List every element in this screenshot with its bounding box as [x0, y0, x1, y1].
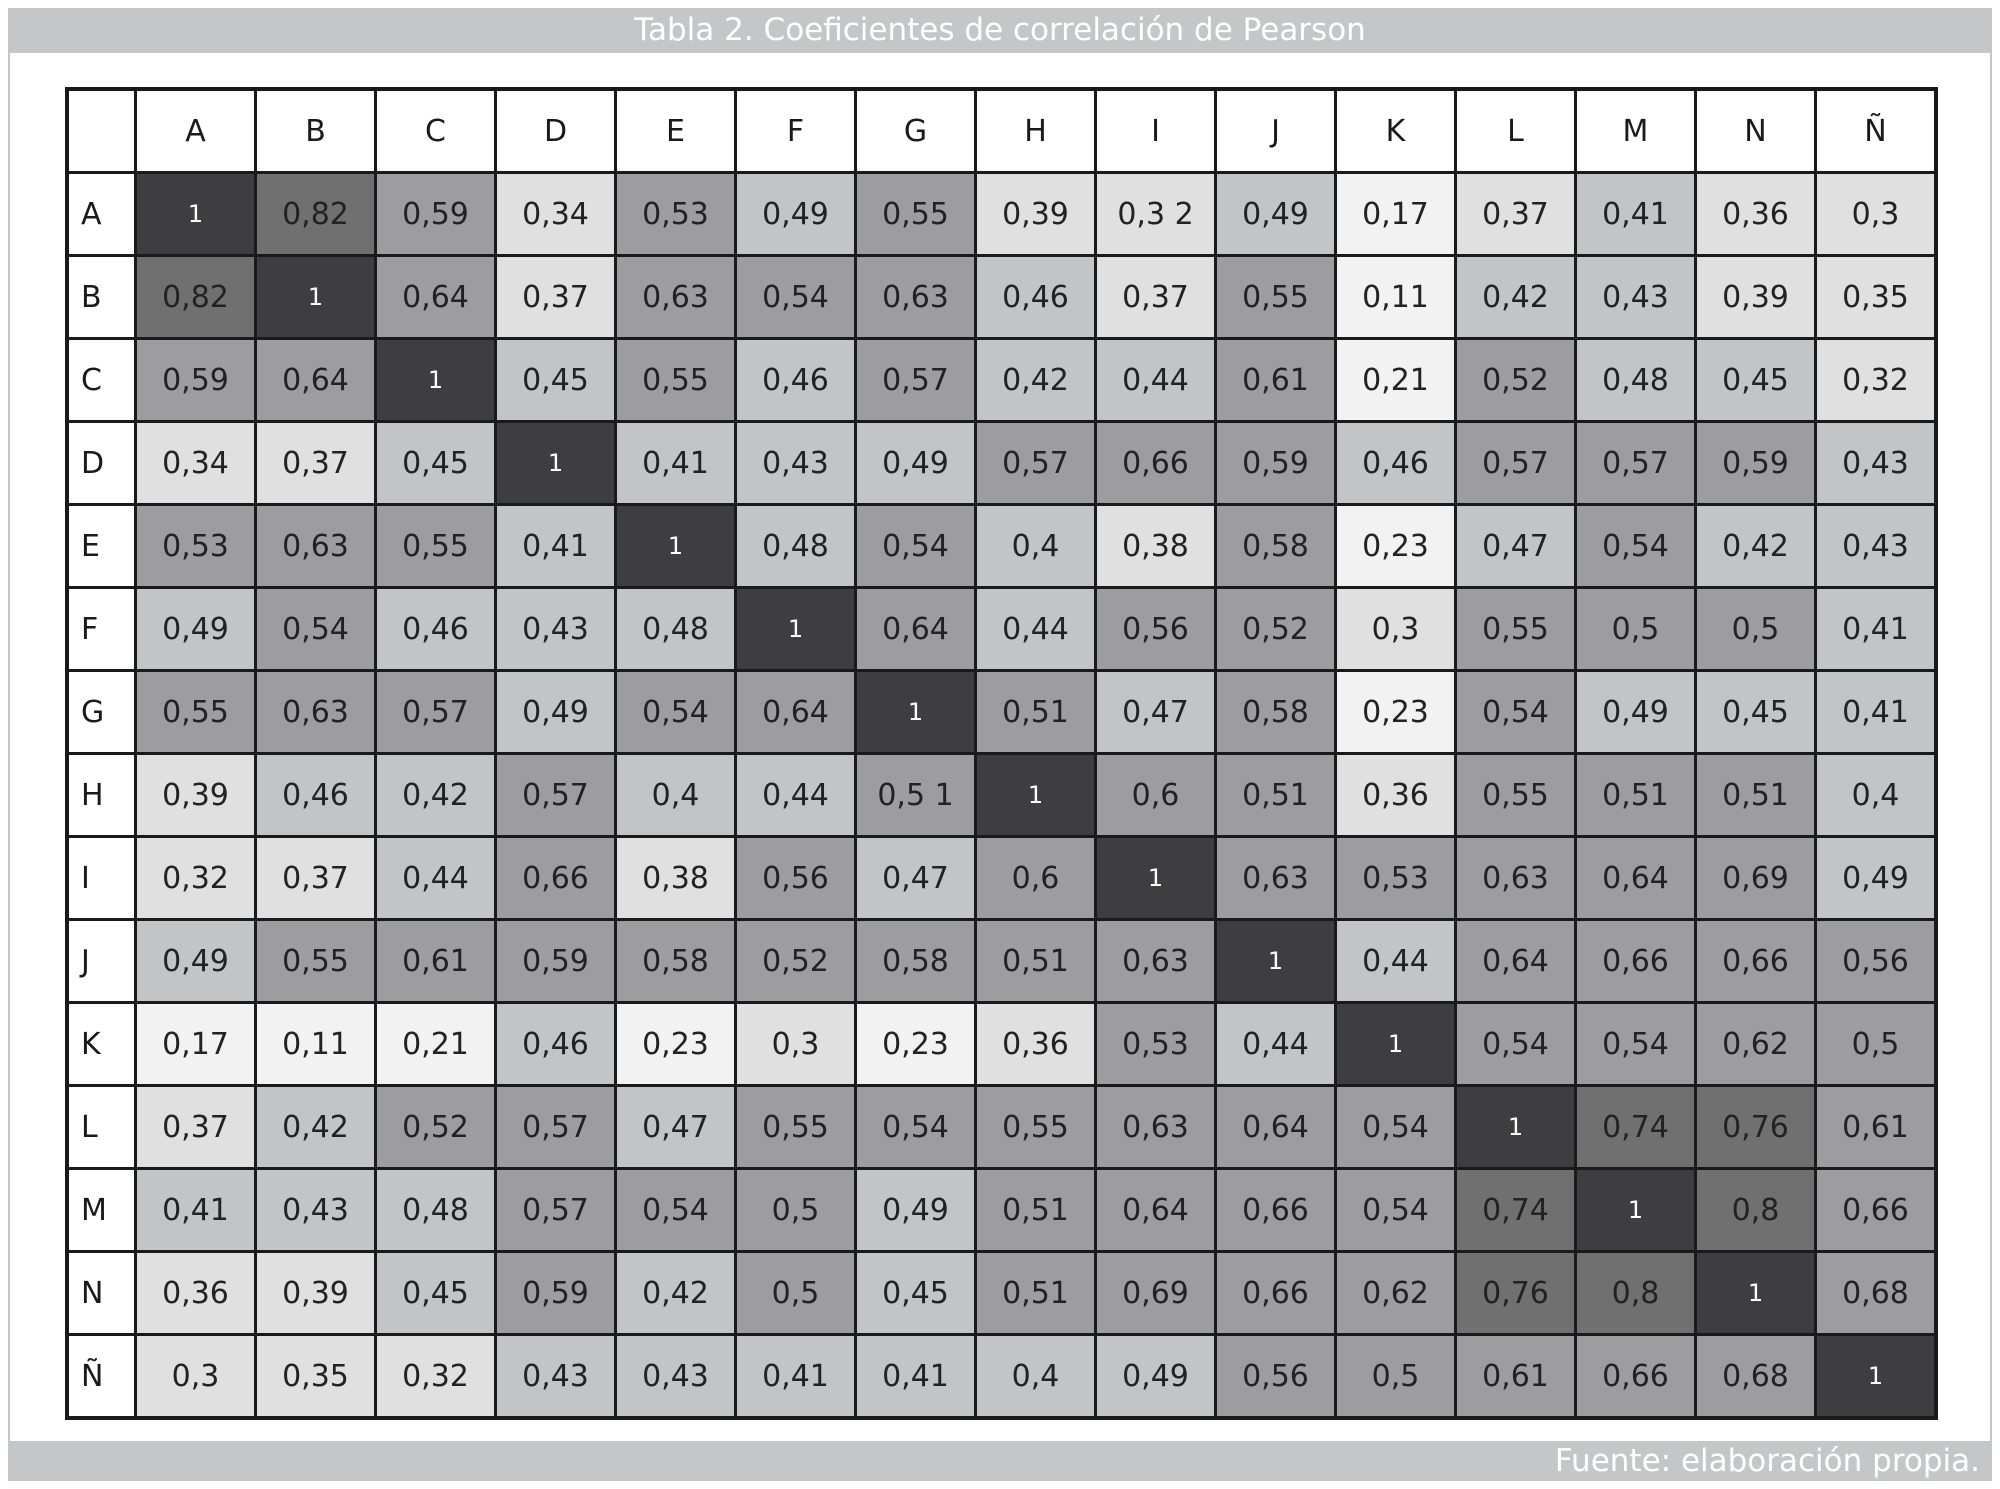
correlation-cell: 0,68 [1696, 1335, 1816, 1419]
correlation-cell: 0,62 [1696, 1003, 1816, 1086]
correlation-cell: 0,51 [1576, 754, 1696, 837]
row-header: H [67, 754, 136, 837]
correlation-cell: 0,51 [976, 671, 1096, 754]
correlation-cell: 0,35 [256, 1335, 376, 1419]
correlation-cell: 0,51 [976, 1252, 1096, 1335]
correlation-cell: 0,51 [976, 920, 1096, 1003]
correlation-cell: 0,37 [1456, 173, 1576, 256]
correlation-cell: 0,64 [856, 588, 976, 671]
correlation-cell: 0,41 [1816, 671, 1937, 754]
diagonal-cell: 1 [976, 754, 1096, 837]
row-header: J [67, 920, 136, 1003]
correlation-cell: 0,76 [1456, 1252, 1576, 1335]
diagonal-cell: 1 [496, 422, 616, 505]
correlation-cell: 0,41 [136, 1169, 256, 1252]
correlation-cell: 0,43 [496, 588, 616, 671]
correlation-cell: 0,46 [736, 339, 856, 422]
frame-right-rule [1990, 53, 1992, 1441]
correlation-cell: 0,55 [856, 173, 976, 256]
row-header: M [67, 1169, 136, 1252]
table-row [67, 920, 1936, 1003]
correlation-cell: 0,23 [1336, 671, 1456, 754]
correlation-cell: 0,35 [1816, 256, 1937, 339]
correlation-cell: 0,54 [1336, 1086, 1456, 1169]
correlation-cell: 0,66 [1096, 422, 1216, 505]
correlation-cell: 0,59 [496, 920, 616, 1003]
source-note: Fuente: elaboración propia. [8, 1441, 1992, 1481]
correlation-cell: 0,46 [496, 1003, 616, 1086]
column-header: H [976, 89, 1096, 173]
correlation-cell: 0,63 [856, 256, 976, 339]
diagonal-cell: 1 [1456, 1086, 1576, 1169]
correlation-cell: 0,49 [1096, 1335, 1216, 1419]
correlation-cell: 0,43 [1816, 422, 1937, 505]
correlation-cell: 0,43 [616, 1335, 736, 1419]
correlation-cell: 0,55 [376, 505, 496, 588]
correlation-cell: 0,59 [496, 1252, 616, 1335]
correlation-cell: 0,41 [1576, 173, 1696, 256]
correlation-cell: 0,41 [736, 1335, 856, 1419]
correlation-cell: 0,3 [1816, 173, 1937, 256]
correlation-cell: 0,46 [376, 588, 496, 671]
correlation-cell: 0,41 [856, 1335, 976, 1419]
diagonal-cell: 1 [856, 671, 976, 754]
correlation-cell: 0,38 [1096, 505, 1216, 588]
correlation-cell: 0,59 [136, 339, 256, 422]
correlation-cell: 0,57 [496, 1169, 616, 1252]
correlation-cell: 0,66 [1816, 1169, 1937, 1252]
correlation-cell: 0,54 [856, 1086, 976, 1169]
correlation-cell: 0,54 [736, 256, 856, 339]
diagonal-cell: 1 [736, 588, 856, 671]
correlation-cell: 0,4 [976, 1335, 1096, 1419]
correlation-cell: 0,37 [256, 837, 376, 920]
correlation-cell: 0,48 [616, 588, 736, 671]
correlation-cell: 0,8 [1696, 1169, 1816, 1252]
correlation-cell: 0,32 [376, 1335, 496, 1419]
column-header: Ñ [1816, 89, 1937, 173]
correlation-cell: 0,57 [376, 671, 496, 754]
correlation-cell: 0,63 [616, 256, 736, 339]
correlation-cell: 0,3 [136, 1335, 256, 1419]
correlation-cell: 0,44 [1336, 920, 1456, 1003]
correlation-cell: 0,55 [1456, 754, 1576, 837]
correlation-cell: 0,4 [976, 505, 1096, 588]
row-header: E [67, 505, 136, 588]
correlation-cell: 0,53 [616, 173, 736, 256]
correlation-cell: 0,61 [376, 920, 496, 1003]
correlation-cell: 0,54 [856, 505, 976, 588]
correlation-cell: 0,43 [496, 1335, 616, 1419]
correlation-cell: 0,55 [256, 920, 376, 1003]
correlation-cell: 0,51 [1696, 754, 1816, 837]
table-row [67, 1335, 1936, 1419]
correlation-cell: 0,55 [136, 671, 256, 754]
correlation-cell: 0,52 [1456, 339, 1576, 422]
correlation-cell: 0,49 [1576, 671, 1696, 754]
correlation-cell: 0,5 [1696, 588, 1816, 671]
diagonal-cell: 1 [1336, 1003, 1456, 1086]
correlation-cell: 0,48 [1576, 339, 1696, 422]
correlation-cell: 0,51 [1216, 754, 1336, 837]
correlation-cell: 0,45 [1696, 339, 1816, 422]
column-header: I [1096, 89, 1216, 173]
correlation-cell: 0,17 [136, 1003, 256, 1086]
correlation-cell: 0,57 [976, 422, 1096, 505]
table-title: Tabla 2. Coeficientes de correlación de Pearson [8, 8, 1992, 53]
correlation-cell: 0,34 [496, 173, 616, 256]
correlation-cell: 0,41 [616, 422, 736, 505]
correlation-cell: 0,17 [1336, 173, 1456, 256]
correlation-cell: 0,36 [976, 1003, 1096, 1086]
correlation-cell: 0,5 1 [856, 754, 976, 837]
correlation-cell: 0,48 [376, 1169, 496, 1252]
table-row [67, 1252, 1936, 1335]
correlation-cell: 0,42 [256, 1086, 376, 1169]
correlation-cell: 0,64 [256, 339, 376, 422]
correlation-cell: 0,68 [1816, 1252, 1937, 1335]
correlation-cell: 0,66 [1216, 1169, 1336, 1252]
correlation-cell: 0,58 [856, 920, 976, 1003]
column-header: N [1696, 89, 1816, 173]
correlation-cell: 0,32 [1816, 339, 1937, 422]
matrix-body [67, 173, 1936, 1419]
correlation-cell: 0,5 [1576, 588, 1696, 671]
row-header: I [67, 837, 136, 920]
correlation-cell: 0,37 [256, 422, 376, 505]
correlation-cell: 0,57 [856, 339, 976, 422]
correlation-cell: 0,45 [856, 1252, 976, 1335]
correlation-cell: 0,46 [976, 256, 1096, 339]
correlation-cell: 0,49 [856, 1169, 976, 1252]
correlation-cell: 0,54 [616, 671, 736, 754]
correlation-cell: 0,64 [1216, 1086, 1336, 1169]
correlation-cell: 0,66 [1576, 1335, 1696, 1419]
correlation-cell: 0,6 [976, 837, 1096, 920]
matrix-header [67, 89, 1936, 173]
correlation-cell: 0,32 [136, 837, 256, 920]
correlation-cell: 0,11 [1336, 256, 1456, 339]
correlation-cell: 0,44 [1096, 339, 1216, 422]
column-header: L [1456, 89, 1576, 173]
correlation-cell: 0,39 [976, 173, 1096, 256]
correlation-cell: 0,38 [616, 837, 736, 920]
table-row [67, 339, 1936, 422]
diagonal-cell: 1 [1576, 1169, 1696, 1252]
correlation-cell: 0,64 [1096, 1169, 1216, 1252]
correlation-cell: 0,56 [1096, 588, 1216, 671]
correlation-cell: 0,63 [1096, 1086, 1216, 1169]
table-row [67, 671, 1936, 754]
correlation-cell: 0,74 [1576, 1086, 1696, 1169]
correlation-cell: 0,64 [376, 256, 496, 339]
row-header: K [67, 1003, 136, 1086]
diagonal-cell: 1 [136, 173, 256, 256]
correlation-cell: 0,59 [376, 173, 496, 256]
correlation-cell: 0,4 [616, 754, 736, 837]
column-header: F [736, 89, 856, 173]
correlation-cell: 0,3 [736, 1003, 856, 1086]
correlation-cell: 0,36 [1696, 173, 1816, 256]
row-header: A [67, 173, 136, 256]
correlation-cell: 0,36 [1336, 754, 1456, 837]
correlation-cell: 0,63 [1456, 837, 1576, 920]
correlation-cell: 0,55 [1456, 588, 1576, 671]
correlation-cell: 0,37 [1096, 256, 1216, 339]
correlation-cell: 0,57 [496, 754, 616, 837]
diagonal-cell: 1 [376, 339, 496, 422]
table-row [67, 505, 1936, 588]
correlation-cell: 0,57 [496, 1086, 616, 1169]
correlation-cell: 0,58 [1216, 505, 1336, 588]
correlation-cell: 0,45 [496, 339, 616, 422]
table-row [67, 1169, 1936, 1252]
correlation-cell: 0,44 [736, 754, 856, 837]
correlation-cell: 0,66 [1216, 1252, 1336, 1335]
correlation-cell: 0,6 [1096, 754, 1216, 837]
correlation-cell: 0,64 [736, 671, 856, 754]
correlation-cell: 0,42 [1456, 256, 1576, 339]
correlation-cell: 0,54 [1456, 671, 1576, 754]
correlation-cell: 0,37 [136, 1086, 256, 1169]
correlation-cell: 0,49 [856, 422, 976, 505]
correlation-cell: 0,43 [736, 422, 856, 505]
correlation-cell: 0,11 [256, 1003, 376, 1086]
correlation-cell: 0,49 [136, 920, 256, 1003]
column-header: J [1216, 89, 1336, 173]
diagonal-cell: 1 [256, 256, 376, 339]
table-row [67, 422, 1936, 505]
correlation-cell: 0,82 [256, 173, 376, 256]
correlation-cell: 0,45 [376, 1252, 496, 1335]
column-header: K [1336, 89, 1456, 173]
correlation-cell: 0,47 [616, 1086, 736, 1169]
correlation-cell: 0,48 [736, 505, 856, 588]
correlation-cell: 0,57 [1456, 422, 1576, 505]
correlation-cell: 0,66 [1696, 920, 1816, 1003]
correlation-cell: 0,42 [976, 339, 1096, 422]
correlation-cell: 0,44 [1216, 1003, 1336, 1086]
row-header: B [67, 256, 136, 339]
correlation-cell: 0,49 [1816, 837, 1937, 920]
column-header: C [376, 89, 496, 173]
correlation-cell: 0,61 [1816, 1086, 1937, 1169]
correlation-cell: 0,63 [1216, 837, 1336, 920]
correlation-cell: 0,63 [256, 505, 376, 588]
correlation-cell: 0,66 [1576, 920, 1696, 1003]
correlation-cell: 0,59 [1216, 422, 1336, 505]
correlation-cell: 0,55 [1216, 256, 1336, 339]
table-row [67, 1086, 1936, 1169]
correlation-cell: 0,49 [1216, 173, 1336, 256]
correlation-cell: 0,59 [1696, 422, 1816, 505]
correlation-cell: 0,41 [496, 505, 616, 588]
correlation-cell: 0,49 [136, 588, 256, 671]
correlation-cell: 0,39 [1696, 256, 1816, 339]
correlation-cell: 0,53 [1096, 1003, 1216, 1086]
correlation-cell: 0,41 [1816, 588, 1937, 671]
correlation-cell: 0,46 [1336, 422, 1456, 505]
correlation-cell: 0,76 [1696, 1086, 1816, 1169]
corner-cell [67, 89, 136, 173]
correlation-cell: 0,5 [736, 1169, 856, 1252]
table-row [67, 256, 1936, 339]
correlation-cell: 0,23 [856, 1003, 976, 1086]
correlation-cell: 0,64 [1456, 920, 1576, 1003]
correlation-cell: 0,5 [1336, 1335, 1456, 1419]
correlation-cell: 0,49 [496, 671, 616, 754]
correlation-cell: 0,46 [256, 754, 376, 837]
correlation-cell: 0,66 [496, 837, 616, 920]
correlation-cell: 0,58 [616, 920, 736, 1003]
correlation-cell: 0,82 [136, 256, 256, 339]
correlation-cell: 0,58 [1216, 671, 1336, 754]
correlation-cell: 0,42 [616, 1252, 736, 1335]
column-header: D [496, 89, 616, 173]
correlation-cell: 0,43 [1576, 256, 1696, 339]
table-row [67, 1003, 1936, 1086]
correlation-cell: 0,54 [1576, 505, 1696, 588]
correlation-cell: 0,21 [1336, 339, 1456, 422]
column-header: G [856, 89, 976, 173]
correlation-cell: 0,3 2 [1096, 173, 1216, 256]
correlation-cell: 0,54 [1336, 1169, 1456, 1252]
correlation-cell: 0,8 [1576, 1252, 1696, 1335]
correlation-cell: 0,69 [1096, 1252, 1216, 1335]
correlation-cell: 0,53 [136, 505, 256, 588]
correlation-cell: 0,23 [616, 1003, 736, 1086]
correlation-cell: 0,54 [1576, 1003, 1696, 1086]
row-header: C [67, 339, 136, 422]
correlation-cell: 0,52 [736, 920, 856, 1003]
correlation-cell: 0,34 [136, 422, 256, 505]
correlation-cell: 0,61 [1216, 339, 1336, 422]
diagonal-cell: 1 [1816, 1335, 1937, 1419]
correlation-cell: 0,47 [856, 837, 976, 920]
table-row [67, 837, 1936, 920]
correlation-cell: 0,5 [736, 1252, 856, 1335]
correlation-cell: 0,56 [1216, 1335, 1336, 1419]
correlation-cell: 0,55 [976, 1086, 1096, 1169]
row-header: G [67, 671, 136, 754]
correlation-cell: 0,54 [256, 588, 376, 671]
correlation-cell: 0,53 [1336, 837, 1456, 920]
correlation-cell: 0,43 [1816, 505, 1937, 588]
correlation-matrix [65, 87, 1938, 1420]
correlation-cell: 0,62 [1336, 1252, 1456, 1335]
correlation-cell: 0,64 [1576, 837, 1696, 920]
correlation-cell: 0,21 [376, 1003, 496, 1086]
table-row [67, 173, 1936, 256]
correlation-cell: 0,42 [1696, 505, 1816, 588]
column-header: B [256, 89, 376, 173]
correlation-cell: 0,42 [376, 754, 496, 837]
correlation-cell: 0,23 [1336, 505, 1456, 588]
column-header: E [616, 89, 736, 173]
correlation-cell: 0,54 [1456, 1003, 1576, 1086]
correlation-cell: 0,47 [1456, 505, 1576, 588]
correlation-cell: 0,52 [1216, 588, 1336, 671]
correlation-cell: 0,57 [1576, 422, 1696, 505]
correlation-cell: 0,37 [496, 256, 616, 339]
table-row [67, 754, 1936, 837]
correlation-cell: 0,45 [376, 422, 496, 505]
correlation-cell: 0,36 [136, 1252, 256, 1335]
correlation-cell: 0,69 [1696, 837, 1816, 920]
correlation-cell: 0,3 [1336, 588, 1456, 671]
correlation-cell: 0,39 [136, 754, 256, 837]
row-header: D [67, 422, 136, 505]
row-header: L [67, 1086, 136, 1169]
correlation-cell: 0,63 [1096, 920, 1216, 1003]
column-header: M [1576, 89, 1696, 173]
diagonal-cell: 1 [1216, 920, 1336, 1003]
correlation-cell: 0,49 [736, 173, 856, 256]
table-frame [8, 8, 1992, 1481]
diagonal-cell: 1 [1696, 1252, 1816, 1335]
correlation-cell: 0,55 [736, 1086, 856, 1169]
correlation-cell: 0,61 [1456, 1335, 1576, 1419]
correlation-cell: 0,4 [1816, 754, 1937, 837]
correlation-cell: 0,51 [976, 1169, 1096, 1252]
correlation-cell: 0,45 [1696, 671, 1816, 754]
correlation-cell: 0,56 [736, 837, 856, 920]
correlation-cell: 0,52 [376, 1086, 496, 1169]
correlation-cell: 0,54 [616, 1169, 736, 1252]
column-header: A [136, 89, 256, 173]
diagonal-cell: 1 [616, 505, 736, 588]
correlation-cell: 0,56 [1816, 920, 1937, 1003]
correlation-cell: 0,44 [976, 588, 1096, 671]
row-header: Ñ [67, 1335, 136, 1419]
correlation-cell: 0,44 [376, 837, 496, 920]
row-header: N [67, 1252, 136, 1335]
correlation-cell: 0,5 [1816, 1003, 1937, 1086]
diagonal-cell: 1 [1096, 837, 1216, 920]
correlation-cell: 0,63 [256, 671, 376, 754]
row-header: F [67, 588, 136, 671]
correlation-cell: 0,55 [616, 339, 736, 422]
table-row [67, 588, 1936, 671]
header-row [67, 89, 1936, 173]
correlation-cell: 0,47 [1096, 671, 1216, 754]
correlation-cell: 0,74 [1456, 1169, 1576, 1252]
frame-left-rule [8, 53, 10, 1441]
correlation-cell: 0,39 [256, 1252, 376, 1335]
correlation-cell: 0,43 [256, 1169, 376, 1252]
